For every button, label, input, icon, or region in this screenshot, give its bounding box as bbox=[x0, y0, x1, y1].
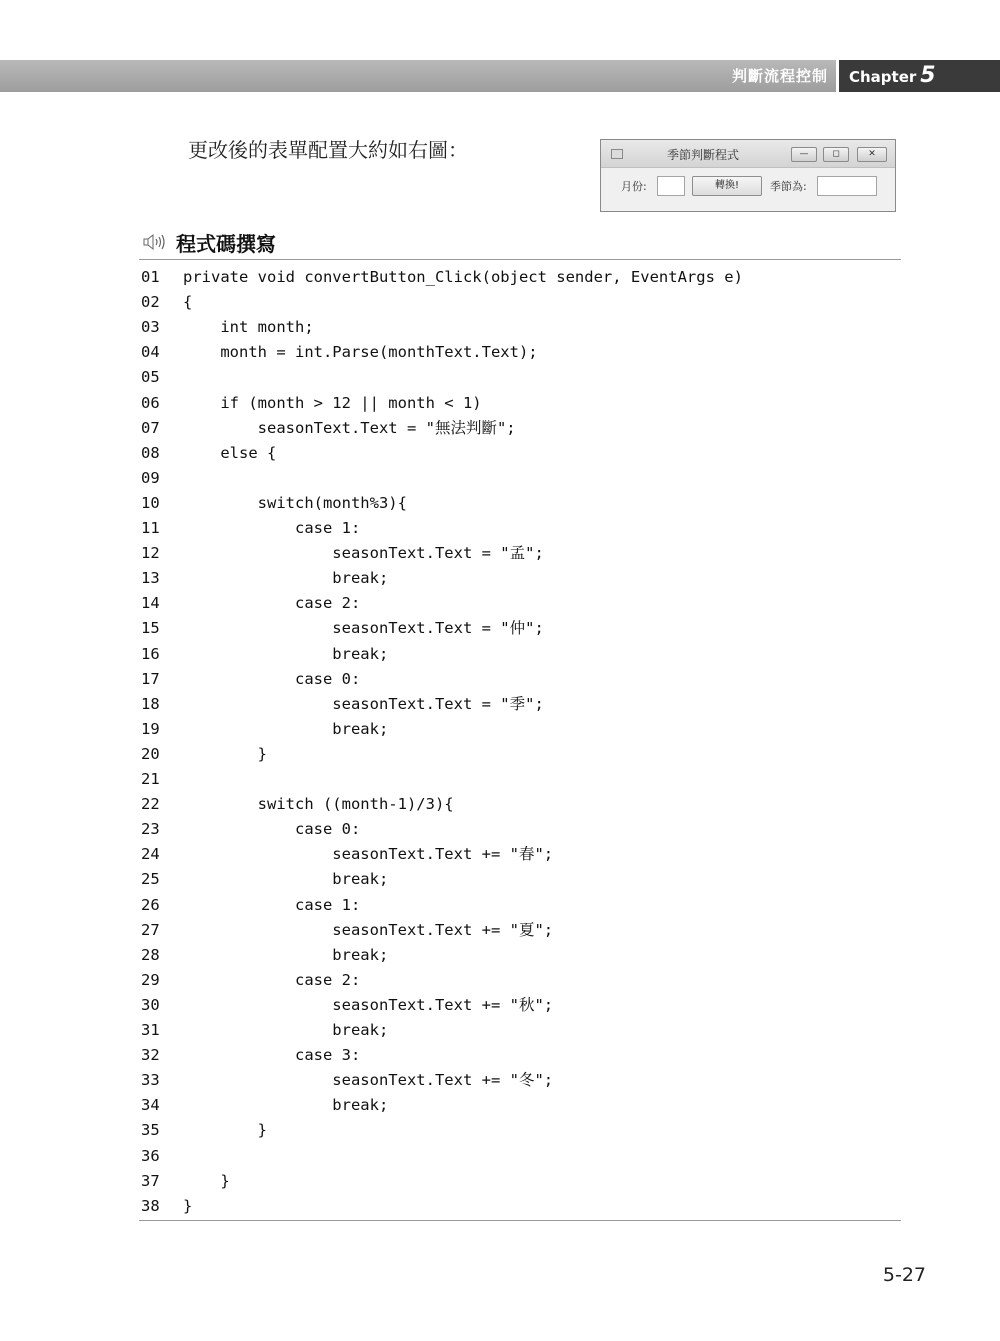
line-number: 08 bbox=[141, 443, 160, 462]
month-input[interactable] bbox=[657, 176, 685, 196]
line-code: { bbox=[183, 293, 193, 312]
line-code: else { bbox=[183, 443, 277, 462]
code-line bbox=[141, 491, 407, 515]
page-number: 5-27 bbox=[882, 1264, 926, 1286]
line-number: 12 bbox=[141, 544, 160, 563]
code-line bbox=[141, 541, 544, 565]
line-number: 29 bbox=[141, 970, 160, 989]
line-code: seasonText.Text = "季"; bbox=[183, 694, 544, 713]
line-number: 20 bbox=[141, 744, 160, 763]
section-title: 程式碼撰寫 bbox=[176, 231, 276, 256]
code-line bbox=[141, 642, 388, 666]
code-line bbox=[141, 315, 314, 339]
line-number: 09 bbox=[141, 468, 160, 487]
line-code: private void convertButton_Click(object sender, EventArgs e) bbox=[183, 268, 743, 286]
line-code: seasonText.Text += "冬"; bbox=[183, 1071, 554, 1090]
code-line bbox=[141, 391, 482, 415]
code-line bbox=[141, 416, 516, 440]
code-line bbox=[141, 365, 183, 389]
line-number: 06 bbox=[141, 393, 160, 412]
code-line bbox=[141, 566, 388, 590]
line-number: 18 bbox=[141, 694, 160, 713]
line-code: break; bbox=[183, 1096, 389, 1115]
line-code: case 2: bbox=[183, 970, 361, 989]
line-number: 07 bbox=[141, 418, 160, 437]
line-number: 21 bbox=[141, 770, 160, 788]
line-code: break; bbox=[183, 945, 389, 964]
code-line bbox=[141, 968, 360, 992]
line-code: month = int.Parse(monthText.Text); bbox=[183, 343, 538, 362]
line-code: } bbox=[183, 1121, 267, 1140]
line-number: 15 bbox=[141, 619, 160, 638]
chapter-word: Chapter bbox=[849, 68, 917, 86]
line-number: 30 bbox=[141, 995, 160, 1014]
line-number: 22 bbox=[141, 795, 160, 814]
line-code: break; bbox=[183, 1021, 389, 1039]
line-number: 19 bbox=[141, 719, 160, 738]
code-line bbox=[141, 1068, 553, 1092]
speaker-icon bbox=[142, 233, 172, 251]
line-number: 32 bbox=[141, 1046, 160, 1065]
line-number: 25 bbox=[141, 870, 160, 889]
line-number: 13 bbox=[141, 569, 160, 588]
line-number: 11 bbox=[141, 519, 160, 537]
line-number: 35 bbox=[141, 1121, 160, 1140]
code-line bbox=[141, 667, 360, 691]
line-number: 14 bbox=[141, 594, 160, 613]
line-code: case 0: bbox=[183, 820, 361, 839]
line-code: case 1: bbox=[183, 519, 361, 537]
line-number: 26 bbox=[141, 895, 160, 914]
line-number: 03 bbox=[141, 318, 160, 337]
code-line bbox=[141, 340, 538, 364]
code-line bbox=[141, 918, 553, 942]
line-code: } bbox=[183, 744, 267, 763]
chapter-number: 5 bbox=[920, 63, 936, 88]
code-line bbox=[141, 792, 454, 816]
line-code: switch(month%3){ bbox=[183, 493, 407, 512]
code-line bbox=[141, 1093, 388, 1117]
chapter-label-box bbox=[836, 60, 1000, 92]
month-label: 月份: bbox=[621, 180, 647, 193]
close-icon[interactable]: ✕ bbox=[857, 147, 887, 162]
form-preview-window bbox=[600, 139, 896, 212]
maximize-icon[interactable]: ◻ bbox=[823, 147, 849, 162]
line-number: 33 bbox=[141, 1071, 160, 1090]
line-code: break; bbox=[183, 644, 389, 663]
code-line bbox=[141, 290, 192, 314]
line-code: } bbox=[183, 1196, 193, 1215]
line-code: seasonText.Text += "秋"; bbox=[183, 995, 554, 1014]
line-code: break; bbox=[183, 569, 389, 588]
line-code: } bbox=[183, 1171, 230, 1190]
form-title: 季節判斷程式 bbox=[667, 148, 740, 162]
line-code: seasonText.Text += "春"; bbox=[183, 845, 554, 864]
code-line bbox=[141, 516, 360, 540]
line-number: 01 bbox=[141, 268, 160, 286]
code-line bbox=[141, 692, 544, 716]
code-line bbox=[141, 466, 183, 490]
line-number: 17 bbox=[141, 669, 160, 688]
code-line bbox=[141, 1018, 388, 1042]
chapter-title: 判斷流程控制 bbox=[731, 67, 828, 85]
intro-paragraph: 更改後的表單配置大約如右圖： bbox=[188, 138, 468, 162]
line-number: 16 bbox=[141, 644, 160, 663]
line-number: 36 bbox=[141, 1146, 160, 1165]
code-line bbox=[141, 993, 553, 1017]
code-line bbox=[141, 717, 388, 741]
line-number: 37 bbox=[141, 1171, 160, 1190]
line-code: seasonText.Text = "仲"; bbox=[183, 619, 544, 638]
line-code: switch ((month-1)/3){ bbox=[183, 795, 454, 814]
line-number: 10 bbox=[141, 493, 160, 512]
form-app-icon bbox=[611, 149, 623, 159]
line-number: 28 bbox=[141, 945, 160, 964]
line-code: case 1: bbox=[183, 895, 361, 914]
season-output[interactable] bbox=[817, 176, 877, 196]
code-line bbox=[141, 1118, 267, 1142]
code-line bbox=[141, 767, 183, 791]
line-code: seasonText.Text = "無法判斷"; bbox=[183, 418, 516, 437]
code-line bbox=[141, 265, 743, 289]
code-bottom-rule bbox=[139, 1220, 901, 1221]
chapter-header-bar bbox=[0, 60, 1000, 92]
line-number: 34 bbox=[141, 1096, 160, 1115]
line-code: break; bbox=[183, 719, 389, 738]
code-line bbox=[141, 1169, 230, 1193]
convert-button[interactable]: 轉換! bbox=[692, 176, 762, 196]
section-heading bbox=[142, 229, 276, 255]
line-number: 27 bbox=[141, 920, 160, 939]
code-line bbox=[141, 1194, 192, 1218]
code-line bbox=[141, 817, 360, 841]
line-number: 02 bbox=[141, 293, 160, 312]
form-titlebar bbox=[601, 140, 895, 168]
code-line bbox=[141, 441, 276, 465]
line-number: 23 bbox=[141, 820, 160, 839]
line-number: 24 bbox=[141, 845, 160, 864]
line-code: case 2: bbox=[183, 594, 361, 613]
code-line bbox=[141, 1043, 360, 1067]
code-line bbox=[141, 842, 553, 866]
line-number: 04 bbox=[141, 343, 160, 362]
line-number: 05 bbox=[141, 368, 160, 387]
line-code: seasonText.Text += "夏"; bbox=[183, 920, 554, 939]
season-label: 季節為: bbox=[770, 180, 807, 193]
code-line bbox=[141, 1144, 183, 1168]
minimize-icon[interactable]: — bbox=[791, 147, 817, 162]
code-line bbox=[141, 867, 388, 891]
code-line bbox=[141, 616, 544, 640]
line-code: seasonText.Text = "孟"; bbox=[183, 544, 544, 563]
code-line bbox=[141, 742, 267, 766]
code-top-rule bbox=[139, 259, 901, 260]
line-code: break; bbox=[183, 870, 389, 889]
code-line bbox=[141, 893, 360, 917]
line-code: case 0: bbox=[183, 669, 361, 688]
code-line bbox=[141, 943, 388, 967]
line-code: case 3: bbox=[183, 1046, 361, 1065]
line-code: if (month > 12 || month < 1) bbox=[183, 393, 482, 412]
line-code: int month; bbox=[183, 318, 314, 337]
line-number: 38 bbox=[141, 1196, 160, 1215]
code-line bbox=[141, 591, 360, 615]
line-number: 31 bbox=[141, 1021, 160, 1039]
